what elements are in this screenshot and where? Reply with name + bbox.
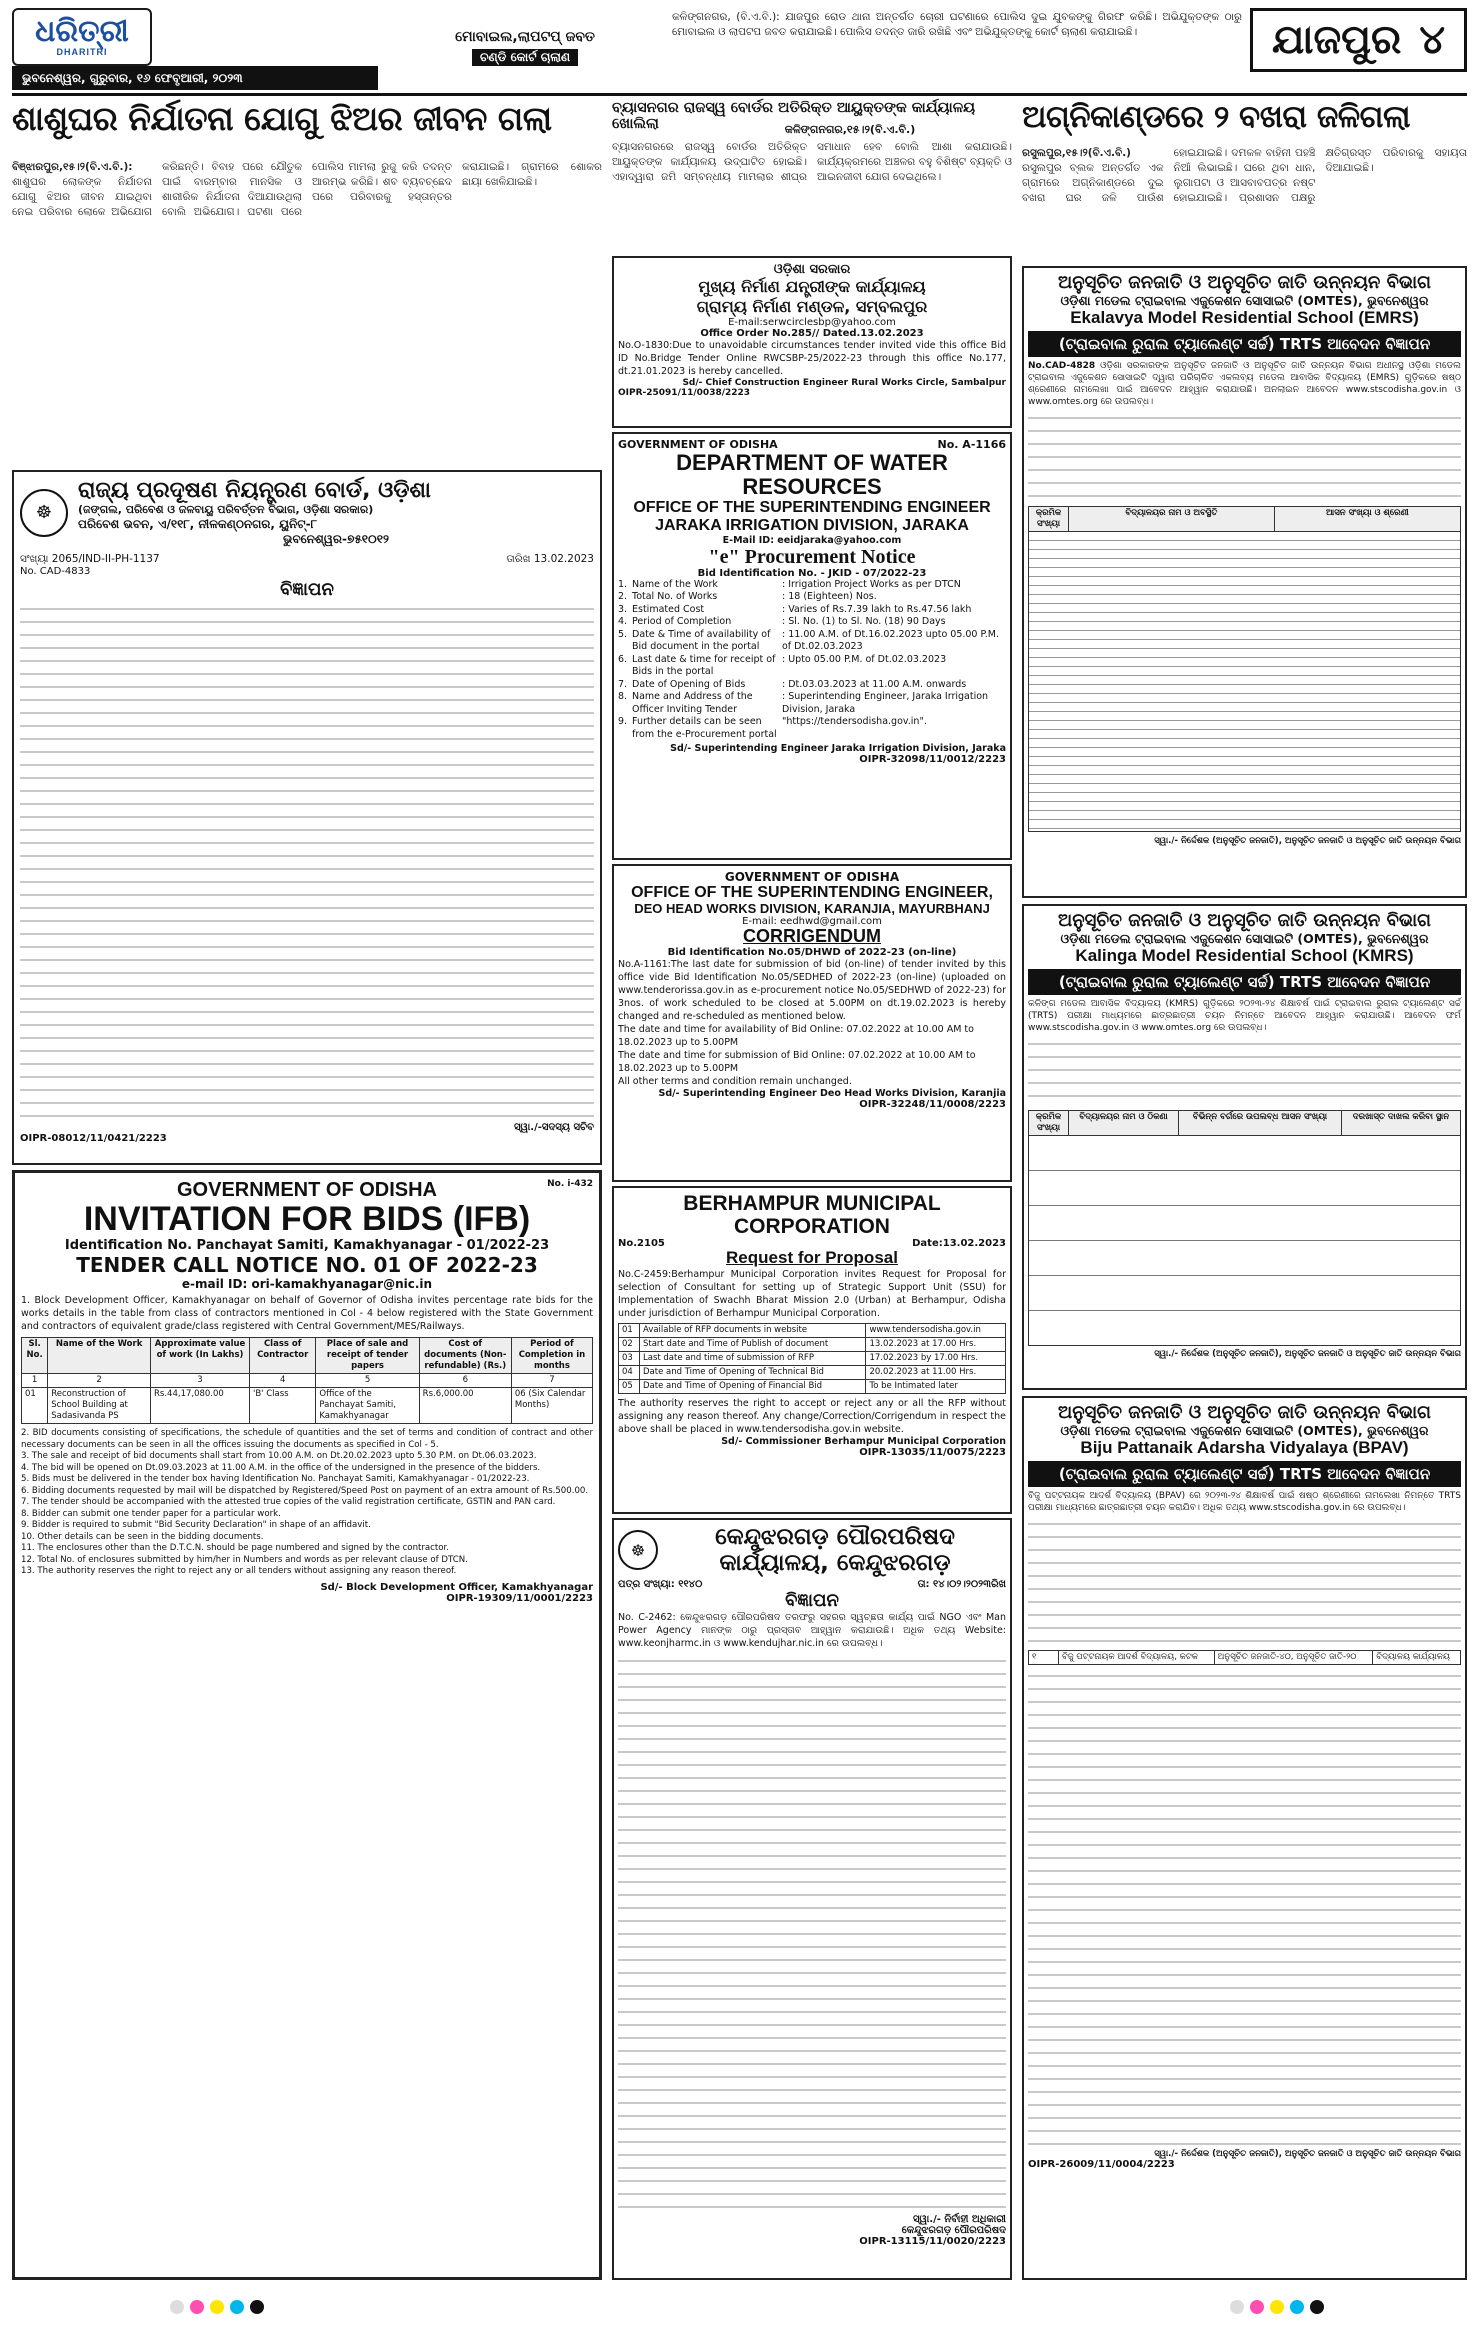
bpav-cell-sl: ୧ [1029,1650,1059,1664]
story3-headline: ଅଗ୍ନିକାଣ୍ଡରେ ୨ ବଖରା ଜଳିଗଲା [1022,99,1410,135]
ifb-col-number: 3 [151,1374,250,1388]
table-cell: Office of the Panchayat Samiti, Kamakhyanagar [316,1388,419,1424]
berhampur-table [618,1323,1006,1394]
newspaper-logo [12,8,152,66]
keonjhar-oipr: OIPR-13115/11/0020/2223 [859,2236,1006,2247]
reg-mark-icon [230,2300,244,2314]
list-item [618,654,1006,679]
jaraka-item-no: 7. [618,678,628,690]
ospcb-emblem-icon: ☸ [20,489,68,537]
registration-marks-right [1230,2300,1324,2314]
keonjhar-body: No. C-2462: କେନ୍ଦୁଝରଗଡ଼ ପୌରପରିଷଦ ତରଫରୁ ସହରର ସ୍ୱଚ୍ଛତା କାର୍ଯ୍ୟ ପାଇଁ NGO ଏବଂ Man Power Agency ମାନଙ୍କ ଠାରୁ ପ୍ରସ୍ତାବ ଆହ୍ୱାନ କରାଯାଉଛି। ଅଧିକ ତଥ୍ୟ Website: www.keonjharmc.in ଓ www.kendujhar.nic.in ରେ ଉପଲବ୍ଧ। [618,1612,1006,1649]
reg-mark-icon [1310,2300,1324,2314]
story3-text: ରସୁଲପୁର ବ୍ଲକ ଅନ୍ତର୍ଗତ ଏକ ଗ୍ରାମରେ ଅଗ୍ନିକାଣ୍ଡରେ ଦୁଇ ବଖରା ଘର ଜଳି ପାଉଁଶ ହୋଇଯାଇଛି। ଦମକଳ ବାହିନୀ ପହଞ୍ଚି ନିଆଁ ଲିଭାଇଛି। ଘରେ ଥିବା ଧାନ, ଲୁଗାପଟା ଓ ଆସବାବପତ୍ର ନଷ୍ଟ ହୋଇଯାଇଛି। ପ୍ରଶାସନ ପକ୍ଷରୁ କ୍ଷତିଗ୍ରସ୍ତ ପରିବାରକୁ ସହାୟତା ଦିଆଯାଇଛି। [1022,147,1467,204]
sambalpur-oipr: OIPR-25091/11/0038/2223 [618,388,751,398]
reg-mark-icon [210,2300,224,2314]
kmrs-ad [1022,904,1467,1390]
jaraka-ad [612,432,1012,860]
promo-line2: ଚଣ୍ଡି କୋର୍ଟ ଚାଲାଣ [472,49,578,66]
keonjhar-title1: କେନ୍ଦୁଝରଗଡ଼ ପୌରପରିଷଦ [715,1524,955,1550]
table-cell: Reconstruction of School Building at Sadasivanda PS [48,1388,151,1424]
keonjhar-ad [612,1518,1012,2280]
emrs-table [1028,506,1461,532]
jaraka-item-label: Name and Address of the Officer Inviting Tender [632,691,753,715]
karanjia-line2: The date and time for submission of Bid Online: 07.02.2022 at 10.00 AM to 18.02.2023 up to 5.00PM [618,1049,976,1074]
table-row [22,1388,593,1424]
reg-mark-icon [1250,2300,1264,2314]
table-cell: 06 (Six Calendar Months) [511,1388,592,1424]
table-cell: 05 [619,1379,640,1393]
ifb-note: 11. The enclosures other than the D.T.C.N. should be page numbered and signed by the contractor. [21,1543,450,1554]
kmrs-table-header [1029,1110,1461,1135]
jaraka-item-value: : Superintending Engineer, Jaraka Irrigation Division, Jaraka [782,691,989,715]
ifb-col-number: 6 [419,1374,511,1388]
logo-odia: ଧରିତ୍ରୀ [35,14,129,49]
karanjia-office: OFFICE OF THE SUPERINTENDING ENGINEER, [631,884,993,901]
bpav-cell-place: ବିଦ୍ୟାଳୟ କାର୍ଯ୍ୟାଳୟ [1373,1650,1461,1664]
jaraka-item-no: 8. [618,691,628,703]
table-cell: Available of RFP documents in website [640,1323,866,1337]
ifb-col-header: Approximate value of work (In Lakhs) [151,1338,250,1374]
table-row [619,1379,1006,1393]
emrs-table-header [1029,506,1461,531]
table-row [619,1323,1006,1337]
ifb-gov: GOVERNMENT OF ODISHA [176,1179,437,1201]
kmrs-col-sl: କ୍ରମିକ ସଂଖ୍ୟା [1029,1110,1069,1135]
ifb-col-number: 1 [22,1374,48,1388]
ospcb-notice-body [20,602,594,1122]
jaraka-division: JARAKA IRRIGATION DIVISION, JARAKA [655,516,969,534]
table-cell: Last date and time of submission of RFP [640,1351,866,1365]
ifb-note: 10. Other details can be seen in the bidding documents. [21,1531,264,1542]
jaraka-item-no: 2. [618,591,628,603]
emrs-col-seats: ଆସନ ସଂଖ୍ୟା ଓ ଶ୍ରେଣୀ [1274,506,1460,531]
ifb-col-header: Period of Completion in months [511,1338,592,1374]
list-item [618,591,1006,604]
ospcb-date: ତାରିଖ 13.02.2023 [506,553,594,565]
bpav-notes [1028,1669,1461,2149]
bpav-cell-school: ବିଜୁ ପଟ୍ଟନାୟକ ଆଦର୍ଶ ବିଦ୍ୟାଳୟ, କଟକ [1059,1650,1215,1664]
list-item [618,616,1006,629]
bpav-oipr: OIPR-26009/11/0004/2223 [1028,2158,1175,2170]
ifb-col-header: Class of Contractor [250,1338,316,1374]
ifb-table-header [22,1338,593,1374]
jaraka-item-label: Date & Time of availability of Bid document in the portal [632,628,771,653]
kmrs-col-school: ବିଦ୍ୟାଳୟର ନାମ ଓ ଠିକଣା [1069,1110,1179,1135]
table-row [619,1365,1006,1379]
kmrs-body: କଳିଙ୍ଗ ମଡେଲ ଆବାସିକ ବିଦ୍ୟାଳୟ (KMRS) ଗୁଡ଼ିକରେ ୨୦୨୩-୨୪ ଶିକ୍ଷାବର୍ଷ ପାଇଁ ଟ୍ରାଇବାଲ ରୁରାଲ ଟ୍ୟାଲେଣ୍ଟ ସର୍ଚ୍ଚ (TRTS) ପରୀକ୍ଷା ମାଧ୍ୟମରେ ଛାତ୍ରଛାତ୍ରୀ ଚୟନ ନିମନ୍ତେ ଆବେଦନ ଆହ୍ୱାନ କରାଯାଉଛି। ଆବେଦନ ଫର୍ମ www.stscodisha.gov.in ଓ www.omtes.org ରେ ଉପଲବ୍ଧ। [1028,998,1461,1033]
story2-dateline: କଳିଙ୍ଗନଗର,୧୫।୨(ବି.ଏ.ବି.) [784,123,916,136]
table-cell: 17.02.2023 by 17.00 Hrs. [866,1351,1006,1365]
table-cell: 01 [619,1323,640,1337]
berhampur-no: No.2105 [618,1238,665,1250]
page-number: ୪ [1419,17,1445,63]
table-cell: Rs.44,17,080.00 [151,1388,250,1424]
promo-line1: ମୋବାଇଲ,ଲାପଟପ୍ ଜବତ [455,28,595,45]
ifb-title: INVITATION FOR BIDS (IFB) [83,1200,531,1238]
emrs-signature: ସ୍ୱା./- ନିର୍ଦ୍ଦେଶକ (ଅନୁସୂଚିତ ଜନଜାତି), ଅନୁସୂଚିତ ଜନଜାତି ଓ ଅନୁସୂଚିତ ଜାତି ଉନ୍ନୟନ ବିଭାଗ [1154,835,1461,846]
table-cell: 13.02.2023 at 17.00 Hrs. [866,1337,1006,1351]
berhampur-date: Date:13.02.2023 [912,1238,1006,1250]
kmrs-col-place: ଦରଖାସ୍ତ ଦାଖଲ କରିବା ସ୍ଥାନ [1341,1110,1460,1135]
ifb-notes [21,1428,593,1578]
masthead-rule [12,93,1467,96]
jaraka-gov: GOVERNMENT OF ODISHA [618,438,778,451]
jaraka-item-no: 1. [618,578,628,590]
jaraka-office: OFFICE OF THE SUPERINTENDING ENGINEER [633,499,991,517]
jaraka-item-value: : 11.00 A.M. of Dt.16.02.2023 upto 05.00 P.M. of Dt.02.03.2023 [782,628,999,653]
table-cell: To be Intimated later [866,1379,1006,1393]
berhampur-body: No.C-2459:Berhampur Municipal Corporation invites Request for Proposal for selection of Consultant for setting up of Strategic Support Unit (SSU) for Implementation of Swachh Bharat Mission 2.0 (Urban) at Berhampur, Odisha under jurisdiction of Berhampur Municipal Corporation. [618,1268,1006,1319]
ifb-signature: Sd/- Block Development Officer, Kamakhyanagar [320,1581,593,1593]
emrs-body: ଓଡ଼ିଶା ସରକାରଙ୍କ ଅନୁସୂଚିତ ଜନଜାତି ଓ ଅନୁସୂଚିତ ଜାତି ଉନ୍ନୟନ ବିଭାଗ ଅଧୀନସ୍ଥ ଓଡ଼ିଶା ମଡେଲ ଟ୍ରାଇବାଲ ଏଜୁକେଶନ ସୋସାଇଟି ଦ୍ୱାରା ପରିଚାଳିତ ଏକଲବ୍ୟ ମଡେଲ ଆବାସିକ ବିଦ୍ୟାଳୟ (EMRS) ଗୁଡ଼ିକରେ ଷଷ୍ଠ ଶ୍ରେଣୀରେ ନାମଲେଖା ପାଇଁ ଆବେଦନ ଆହ୍ୱାନ କରାଯାଉଛି। ଅନଲାଇନ ଆବେଦନ www.stscodisha.gov.in ଓ www.omtes.org ରେ ଉପଲବ୍ଧ। [1028,360,1462,407]
story1-dateline: ବିଞ୍ଝାରପୁର,୧୫।୨(ବି.ଏ.ବି.): [12,161,133,173]
ifb-col-header: Name of the Work [48,1338,151,1374]
kmrs-dept: ଅନୁସୂଚିତ ଜନଜାତି ଓ ଅନୁସୂଚିତ ଜାତି ଉନ୍ନୟନ ବିଭାଗ [1058,910,1431,931]
karanjia-title: CORRIGENDUM [743,925,881,946]
karanjia-body: No.A-1161:The last date for submission of bid (on-line) of tender invited by this office vide Bid Identification No.05/SEDHED of 2022-23 (on-line) (uploaded on www.tenderorissa.gov.in as e-procurement notice No.05/SEDHWD of 2022-23) for 3nos. of work scheduled to be closed at 5.00PM on dt.19.02.2023 is hereby changed and re-scheduled as mentioned below. [618,958,1006,1022]
sambalpur-signature: Sd/- Chief Construction Engineer Rural Works Circle, Sambalpur [682,378,1006,388]
bpav-bar: (ଟ୍ରାଇବାଲ ରୁରାଲ ଟ୍ୟାଲେଣ୍ଟ ସର୍ଚ୍ଚ) TRTS ଆବେଦନ ବିଜ୍ଞାପନ [1028,1461,1461,1487]
berhampur-rfp: Request for Proposal [726,1248,898,1268]
jaraka-item-no: 5. [618,628,628,640]
table-cell: 01 [22,1388,48,1424]
jaraka-item-no: 6. [618,653,628,665]
story2-body: ବ୍ୟାସନଗରରେ ରାଜସ୍ୱ ବୋର୍ଡର ଅତିରିକ୍ତ ଆୟୁକ୍ତଙ୍କ କାର୍ଯ୍ୟାଳୟ ଉଦ୍‌ଘାଟିତ ହୋଇଛି। ଏହାଦ୍ୱାରା ଜମି ସମ୍ବନ୍ଧୀୟ ମାମଲାର ଶୀଘ୍ର ସମାଧାନ ହେବ ବୋଲି ଆଶା କରାଯାଉଛି। କାର୍ଯ୍ୟକ୍ରମରେ ଅଞ୍ଚଳର ବହୁ ବିଶିଷ୍ଟ ବ୍ୟକ୍ତି ଓ ଆଇନଜୀବୀ ଯୋଗ ଦେଇଥିଲେ। [612,141,1012,183]
karanjia-line1: The date and time for availability of Bid Online: 07.02.2022 at 10.00 AM to 18.02.2023 up to 5.00PM [618,1023,974,1048]
jaraka-item-value: : Sl. No. (1) to Sl. No. (18) 90 Days [782,616,946,628]
jaraka-no: No. A-1166 [937,438,1006,451]
ifb-ad [12,1170,602,2280]
keonjhar-date: ତା: ୧୪।୦୨।୨୦୨୩ରିଖ [917,1579,1006,1590]
sambalpur-head2: ମୁଖ୍ୟ ନିର୍ମାଣ ଯନ୍ତ୍ରୀଙ୍କ କାର୍ଯ୍ୟାଳୟ [698,277,926,296]
kmrs-school: Kalinga Model Residential School (KMRS) [1075,946,1414,965]
story3-body [1022,146,1467,261]
table-cell: www.tendersodisha.gov.in [866,1323,1006,1337]
reg-mark-icon [170,2300,184,2314]
ospcb-cad: No. CAD-4833 [20,566,91,577]
karanjia-bid: Bid Identification No.05/DHWD of 2022-23 (on-line) [667,946,957,958]
jaraka-bid-id: Bid Identification No. - JKID - 07/2022-23 [697,567,927,579]
reg-mark-icon [190,2300,204,2314]
jaraka-dept: DEPARTMENT OF WATER RESOURCES [676,450,948,500]
kmrs-body-more [1028,1037,1461,1107]
karanjia-line3: All other terms and condition remain unchanged. [618,1075,852,1087]
ifb-table [21,1337,593,1424]
jaraka-item-value: : 18 (Eighteen) Nos. [782,591,877,603]
jaraka-item-no: 3. [618,603,628,615]
jaraka-item-label: Further details can be seen from the e-Procurement portal [632,716,777,740]
table-cell: Date and Time of Opening of Financial Bid [640,1379,866,1393]
keonjhar-table-area [618,1654,1006,2214]
jaraka-item-label: Period of Completion [632,616,732,628]
berhampur-ad [612,1186,1012,1514]
ifb-note: 12. Total No. of enclosures submitted by him/her in Numbers and words as per relevant clause of DTCN. [21,1554,468,1565]
emrs-body-more [1028,411,1461,503]
ifb-note: 6. Bidding documents requested by mail will be dispatched by Registered/Speed Post on payment of an extra amount of Rs.500.00. [21,1485,589,1496]
kmrs-table [1028,1110,1461,1136]
ifb-col-header: Sl. No. [22,1338,48,1374]
ifb-table-colnums [22,1374,593,1388]
table-cell: 'B' Class [250,1388,316,1424]
list-item [618,629,1006,654]
ifb-note: 8. Bidder can submit one tender paper for a particular work. [21,1508,281,1519]
keonjhar-signature: ସ୍ୱା./- ନିର୍ବାହୀ ଅଧିକାରୀ [912,2214,1006,2225]
sambalpur-order: Office Order No.285// Dated.13.02.2023 [700,328,924,339]
emrs-dept: ଅନୁସୂଚିତ ଜନଜାତି ଓ ଅନୁସୂଚିତ ଜାତି ଉନ୍ନୟନ ବିଭାଗ [1058,272,1431,293]
ifb-ident: Identification No. Panchayat Samiti, Kamakhyanagar - 01/2022-23 [64,1238,550,1254]
reg-mark-icon [1230,2300,1244,2314]
table-cell: 04 [619,1365,640,1379]
ifb-note: 4. The bid will be opened on Dt.09.03.2023 at 11.00 A.M. in the office of the undersigned in the presence of the bidders. [21,1462,541,1473]
kmrs-society: ଓଡ଼ିଶା ମଡେଲ ଟ୍ରାଇବାଲ ଏଜୁକେଶନ ସୋସାଇଟି (OMTES), ଭୁବନେଶ୍ୱର [1060,931,1429,946]
emrs-col-sl: କ୍ରମିକ ସଂଖ୍ୟା [1029,506,1069,531]
registration-marks-left [170,2300,264,2314]
karanjia-gov: GOVERNMENT OF ODISHA [724,870,900,884]
jaraka-item-label: Total No. of Works [632,591,718,603]
jaraka-email: E-Mail ID: eeidjaraka@yahoo.com [722,534,902,546]
jaraka-item-value: : Irrigation Project Works as per DTCN [782,578,961,590]
keonjhar-emblem-icon: ☸ [618,1530,658,1570]
list-item [618,604,1006,617]
table-row [619,1337,1006,1351]
story2-headline: ବ୍ୟାସନଗର ରାଜସ୍ୱ ବୋର୍ଡର ଅତିରିକ୍ତ ଆୟୁକ୍ତଙ୍କ କାର୍ଯ୍ୟାଳୟ ଖୋଲିଲା [612,100,976,132]
ifb-col-number: 5 [316,1374,419,1388]
karanjia-oipr: OIPR-32248/11/0008/2223 [859,1098,1006,1110]
ifb-note: 2. BID documents consisting of specifications, the schedule of quantities and the set of terms and condition of contract and other necessary documents can be seen in all the offices issuing the documents as specified in Col - 5. [21,1428,593,1450]
table-cell: 02 [619,1337,640,1351]
karanjia-email: E-mail: eedhwd@gmail.com [742,915,882,927]
district-page-label [1250,8,1467,72]
ifb-oipr: OIPR-19309/11/0001/2223 [446,1592,593,1604]
berhampur-signature: Sd/- Commissioner Berhampur Municipal Corporation [721,1435,1006,1447]
list-item [618,691,1006,716]
kmrs-bar: (ଟ୍ରାଇବାଲ ରୁରାଲ ଟ୍ୟାଲେଣ୍ଟ ସର୍ଚ୍ଚ) TRTS ଆବେଦନ ବିଜ୍ଞାପନ [1028,969,1461,995]
sambalpur-body: No.O-1830:Due to unavoidable circumstances tender invited vide this office Bid ID No.Bridge Tender Online RWCSBP-25/2022-23 through this office No.177, dt.21.01.2023 is hereby cancelled. [618,340,1006,377]
ifb-intro: 1. Block Development Officer, Kamakhyanagar on behalf of Governor of Odisha invites percentage rate bids for the works details in the table from class of contractors mentioned in Col - 4 below registered with the State Government and contractors of equivalent grade/class registered with Central Government/MES/Railways. [21,1295,593,1333]
sambalpur-head3: ଗ୍ରାମ୍ୟ ନିର୍ମାଣ ମଣ୍ଡଳ, ସମ୍ବଲପୁର [696,297,928,316]
jaraka-item-label: Name of the Work [632,578,718,590]
ifb-note: 13. The authority reserves the right to reject any or all tenders without assigning any reason thereof. [21,1566,457,1577]
table-cell: 03 [619,1351,640,1365]
bpav-body: ବିଜୁ ପଟ୍ଟନାୟକ ଆଦର୍ଶ ବିଦ୍ୟାଳୟ (BPAV) ରେ ୨୦୨୩-୨୪ ଶିକ୍ଷାବର୍ଷ ପାଇଁ ଷଷ୍ଠ ଶ୍ରେଣୀରେ ନାମଲେଖା ନିମନ୍ତେ TRTS ପରୀକ୍ଷା ମାଧ୍ୟମରେ ଛାତ୍ରଛାତ୍ରୀ ଚୟନ କରାଯିବ। ଅଧିକ ତଥ୍ୟ www.stscodisha.gov.in ରେ ଉପଲବ୍ଧ। [1028,1490,1461,1513]
jaraka-signature: Sd/- Superintending Engineer Jaraka Irrigation Division, Jaraka [670,743,1006,755]
ospcb-notice-title: ବିଜ୍ଞାପନ [280,579,334,600]
bpav-ad [1022,1396,1467,2280]
ifb-tender-call: TENDER CALL NOTICE NO. 01 OF 2022-23 [76,1253,538,1278]
reg-mark-icon [1290,2300,1304,2314]
ifb-note: 9. Bidder is required to submit "Bid Security Declaration" in shape of an affidavit. [21,1520,371,1531]
jaraka-item-value: "https://tendersodisha.gov.in". [782,716,927,728]
emrs-society: ଓଡ଼ିଶା ମଡେଲ ଟ୍ରାଇବାଲ ଏଜୁକେଶନ ସୋସାଇଟି (OMTES), ଭୁବନେଶ୍ୱର [1060,293,1429,308]
reg-mark-icon [1270,2300,1284,2314]
ifb-note: 7. The tender should be accompanied with the attested true copies of the valid registration certificate, GSTIN and PAN card. [21,1497,556,1508]
kmrs-table-rows [1028,1136,1461,1346]
story1-headline: ଶାଶୁଘର ନିର୍ଯାତନା ଯୋଗୁ ଝିଅର ଜୀବନ ଗଲା [12,99,552,138]
reg-mark-icon [250,2300,264,2314]
top-news-brief: କଳିଙ୍ଗନଗର, (ବି.ଏ.ବି.): ଯାଜପୁର ରୋଡ ଥାନା ଅନ୍ତର୍ଗତ ଚୋରୀ ଘଟଣାରେ ପୋଲିସ ଦୁଇ ଯୁବକଙ୍କୁ ଗିରଫ କରିଛି। ଅଭିଯୁକ୍ତଙ୍କ ଠାରୁ ମୋବାଇଲ ଓ ଲାପଟପ ଜବତ କରାଯାଇଛି। ପୋଲିସ ତଦନ୍ତ ଜାରି ରଖିଛି ଏବଂ ଅଭିଯୁକ୍ତଙ୍କୁ କୋର୍ଟ ଚାଲାଣ କରାଯାଇଛି। [672,11,1242,38]
ospcb-oipr: OIPR-08012/11/0421/2223 [20,1133,167,1144]
keonjhar-title2: କାର୍ଯ୍ୟାଳୟ, କେନ୍ଦୁଝରଗଡ଼ [719,1550,951,1576]
jaraka-item-no: 9. [618,716,628,728]
table-cell: Rs.6,000.00 [419,1388,511,1424]
kmrs-signature: ସ୍ୱା./- ନିର୍ଦ୍ଦେଶକ (ଅନୁସୂଚିତ ଜନଜାତି), ଅନୁସୂଚିତ ଜନଜାତି ଓ ଅନୁସୂଚିତ ଜାତି ଉନ୍ନୟନ ବିଭାଗ [1154,1348,1461,1359]
jaraka-item-label: Estimated Cost [632,603,705,615]
bpav-cell-seats: ଅନୁସୂଚିତ ଜନଜାତି-୪୦, ଅନୁସୂଚିତ ଜାତି-୨୦ [1214,1650,1373,1664]
keonjhar-notice: ବିଜ୍ଞାପନ [785,1590,839,1611]
berhampur-title: BERHAMPUR MUNICIPAL CORPORATION [683,1192,941,1239]
sambalpur-ad [612,256,1012,428]
bpav-table [1028,1650,1461,1665]
list-item [618,716,1006,741]
karanjia-signature: Sd/- Superintending Engineer Deo Head Works Division, Karanjia [658,1087,1006,1099]
sambalpur-head1: ଓଡ଼ିଶା ସରକାର [773,262,851,277]
jaraka-item-value: : Dt.03.03.2023 at 11.00 A.M. onwards [782,678,967,690]
table-cell: 20.02.2023 at 11.00 Hrs. [866,1365,1006,1379]
berhampur-footer: The authority reserves the right to accept or reject any or all the RFP without assigning any reason thereof. Any change/Correction/Corrigendum in respect the above shall be placed in www.tendersodisha.gov.in website. [618,1397,1006,1435]
kmrs-col-seats: ବିଭିନ୍ନ ବର୍ଗରେ ଉପଲବ୍ଧ ଆସନ ସଂଖ୍ୟା [1179,1110,1342,1135]
logo-en: DHARITRI [56,47,108,57]
ifb-col-number: 4 [250,1374,316,1388]
dateline: ଭୁବନେଶ୍ୱର, ଗୁରୁବାର, ୧୬ ଫେବୃଆରୀ, ୨୦୨୩ [12,66,378,90]
ifb-email: e-mail ID: ori-kamakhyanagar@nic.in [181,1277,433,1292]
promo-teaser [385,12,665,82]
jaraka-oipr: OIPR-32098/11/0012/2223 [859,754,1006,766]
keonjhar-ref: ପତ୍ର ସଂଖ୍ୟା: ୧୧୪୦ [618,1579,703,1590]
keonjhar-signature2: କେନ୍ଦୁଝରଗଡ଼ ପୌରପରିଷଦ [901,2225,1006,2236]
jaraka-detail-list [618,579,1006,742]
karanjia-division: DEO HEAD WORKS DIVISION, KARANJIA, MAYURBHANJ [634,900,990,916]
bpav-signature: ସ୍ୱା./- ନିର୍ଦ୍ଦେଶକ (ଅନୁସୂଚିତ ଜନଜାତି), ଅନୁସୂଚିତ ଜନଜାତି ଓ ଅନୁସୂଚିତ ଜାତି ଉନ୍ନୟନ ବିଭାଗ [1154,2148,1461,2159]
table-cell: Date and Time of Opening of Technical Bid [640,1365,866,1379]
ospcb-ref: ସଂଖ୍ୟା 2065/IND-II-PH-1137 [20,553,160,565]
bpav-school: Biju Pattanaik Adarsha Vidyalaya (BPAV) [1080,1438,1409,1457]
ifb-no: No. i-432 [547,1179,593,1189]
district-name: ଯାଜପୁର [1272,17,1402,63]
ospcb-title: ରାଜ୍ୟ ପ୍ରଦୂଷଣ ନିୟନ୍ତ୍ରଣ ବୋର୍ଡ, ଓଡ଼ିଶା [78,478,431,503]
story1-text: ଶାଶୁଘର ଲୋକଙ୍କ ନିର୍ଯାତନା ଯୋଗୁ ଝିଅର ଜୀବନ ଯାଇଥିବା ନେଇ ପରିବାର ଲୋକେ ଅଭିଯୋଗ କରିଛନ୍ତି। ବିବାହ ପରେ ଯୌତୁକ ପାଇଁ ବାରମ୍ବାର ମାନସିକ ଓ ଶାରୀରିକ ନିର୍ଯାତନା ଦିଆଯାଉଥିଲା ବୋଲି ଅଭିଯୋଗ। ଘଟଣା ପରେ ପୋଲିସ ମାମଲା ରୁଜୁ କରି ତଦନ୍ତ ଆରମ୍ଭ କରିଛି। ଶବ ବ୍ୟବଚ୍ଛେଦ ପରେ ପରିବାରକୁ ହସ୍ତାନ୍ତର କରାଯାଇଛି। ଗ୍ରାମରେ ଶୋକର ଛାୟା ଖେଳିଯାଇଛି। [12,161,602,218]
jaraka-item-label: Last date & time for receipt of Bids in the portal [632,653,776,678]
ifb-col-header: Place of sale and receipt of tender papers [316,1338,419,1374]
ifb-note: 5. Bids must be delivered in the tender box having Identification No. Panchayat Samiti, Kamakhyanagar - 01/2022-23. [21,1474,530,1485]
jaraka-item-value: : Upto 05.00 P.M. of Dt.02.03.2023 [782,653,947,665]
emrs-cad: No.CAD-4828 [1028,360,1096,371]
ospcb-address: ପରିବେଶ ଭବନ, ଏ/୧୧୮, ନୀଳକଣ୍ଠନଗର, ୟୁନିଟ୍-୮ [78,517,317,531]
emrs-bar: (ଟ୍ରାଇବାଲ ରୁରାଲ ଟ୍ୟାଲେଣ୍ଟ ସର୍ଚ୍ଚ) TRTS ଆବେଦନ ବିଜ୍ଞାପନ [1028,331,1461,357]
ifb-col-number: 2 [48,1374,151,1388]
ifb-note: 3. The sale and receipt of bid documents shall start from 10.00 A.M. on Dt.20.02.2023 upto 5.30 P.M. on Dt.06.03.2023. [21,1451,537,1462]
ospcb-signature: ସ୍ୱା./-ସଦସ୍ୟ ସଚିବ [513,1122,594,1133]
table-row [1029,1650,1461,1664]
sambalpur-email: E-mail:serwcirclesbp@yahoo.com [728,317,896,328]
story3-dateline: ରସୁଲପୁର,୧୫।୨(ବି.ଏ.ବି.) [1022,147,1131,159]
ospcb-city: ଭୁବନେଶ୍ୱର-୭୫୧୦୧୨ [283,532,389,546]
bpav-dept: ଅନୁସୂଚିତ ଜନଜାତି ଓ ଅନୁସୂଚିତ ଜାତି ଉନ୍ନୟନ ବିଭାଗ [1058,1402,1431,1423]
emrs-ad [1022,266,1467,898]
emrs-table-rows [1028,532,1461,832]
table-row [619,1351,1006,1365]
jaraka-item-no: 4. [618,616,628,628]
list-item [618,679,1006,692]
jaraka-item-label: Date of Opening of Bids [632,678,746,690]
ospcb-subtitle: (ଜଙ୍ଗଲ, ପରିବେଶ ଓ ଜଳବାୟୁ ପରିବର୍ତ୍ତନ ବିଭାଗ, ଓଡ଼ିଶା ସରକାର) [78,503,374,516]
ifb-col-number: 7 [511,1374,592,1388]
berhampur-oipr: OIPR-13035/11/0075/2223 [859,1446,1006,1458]
bpav-society: ଓଡ଼ିଶା ମଡେଲ ଟ୍ରାଇବାଲ ଏଜୁକେଶନ ସୋସାଇଟି (OMTES), ଭୁବନେଶ୍ୱର [1060,1423,1429,1438]
bpav-body-more [1028,1517,1461,1647]
emrs-body-wrap [1028,360,1461,408]
story1-body [12,160,602,465]
emrs-school: Ekalavya Model Residential School (EMRS) [1070,308,1419,327]
table-cell: Start date and Time of Publish of document [640,1337,866,1351]
jaraka-item-value: : Varies of Rs.7.39 lakh to Rs.47.56 lakh [782,603,972,615]
ospcb-ad [12,470,602,1165]
list-item [618,579,1006,592]
jaraka-notice: "e" Procurement Notice [708,545,916,568]
emrs-col-school: ବିଦ୍ୟାଳୟର ନାମ ଓ ଅବସ୍ଥିତି [1069,506,1275,531]
karanjia-ad [612,864,1012,1182]
ifb-col-header: Cost of documents (Non-refundable) (Rs.) [419,1338,511,1374]
